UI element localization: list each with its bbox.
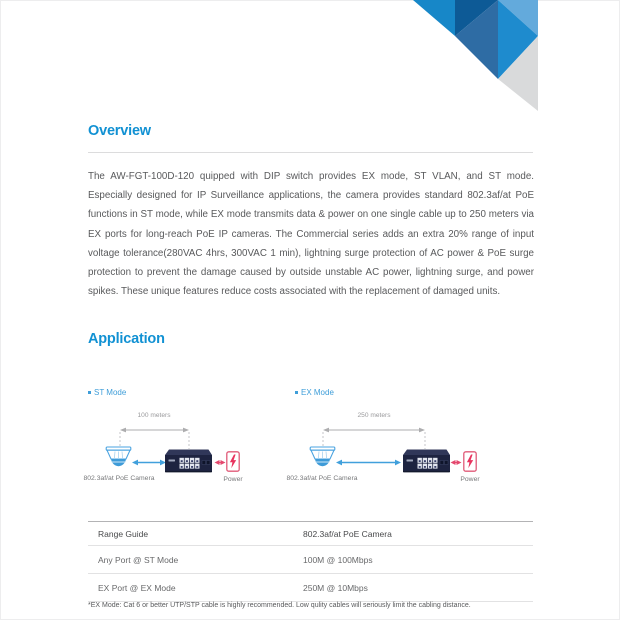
data-link-arrow [132,460,166,466]
ex-distance-label: 250 meters [357,412,391,419]
overview-divider [88,152,533,153]
poe-switch-icon [403,449,450,474]
table-header-camera: 802.3af/at PoE Camera [303,528,392,539]
table-row [88,546,533,574]
corner-triangles-decoration [410,0,545,112]
table-header-range-guide: Range Guide [98,528,149,539]
data-link-arrow [336,460,401,466]
st-distance-label: 100 meters [137,412,171,419]
table-cell-mode: EX Port @ EX Mode [98,582,176,593]
table-cell-range: 250M @ 10Mbps [303,582,368,593]
poe-switch-icon [165,449,212,474]
table-footnote: *EX Mode: Cat 6 or better UTP/STP cable is highly recommended. Low qulity cables will seriously limit the cabling distance. [88,602,471,609]
power-link-arrow [215,460,226,465]
dome-camera-icon [105,446,132,477]
ex-mode-label [295,388,334,397]
power-icon [226,451,240,472]
power-icon [463,451,477,472]
st-camera-label: 802.3af/at PoE Camera [83,475,155,482]
st-power-label: Power [223,476,243,483]
st-mode-diagram [83,388,248,490]
ex-mode-label-text: EX Mode [301,388,334,397]
overview-title: Overview [88,123,151,139]
power-link-arrow [451,460,462,465]
st-mode-label-text: ST Mode [94,388,127,397]
overview-paragraph: The AW-FGT-100D-120 quipped with DIP switch provides EX mode, ST VLAN, and ST mode. Especially designed for IP Surveillance applications, the camera provides standard 802.3af/at PoE functions in ST mode, while EX mode transmits data & power on one single cable up to 250 meters via EX ports for long-reach PoE IP cameras. The Commercial series adds an extra 20% range of input voltage tolerance(280VAC 4hrs, 300VAC 1 min), lightning surge protection of AC power & PoE surge protection to prevent the damage caused by outside unstable AC power, lightning surge, and power spikes. These unique features reduce costs associated with the replacement of damaged units. [88,171,534,298]
ex-power-label: Power [460,476,480,483]
ex-mode-diagram [286,388,480,490]
application-title: Application [88,331,165,347]
st-mode-label [88,388,126,397]
table-header-row [88,521,533,546]
table-row [88,574,533,602]
dome-camera-icon [309,446,336,477]
table-cell-range: 100M @ 100Mbps [303,554,373,565]
distance-arrow [323,428,425,449]
bullet-icon [88,391,91,394]
ex-camera-label: 802.3af/at PoE Camera [286,475,358,482]
range-guide-table [88,521,533,602]
bullet-icon [295,391,298,394]
table-cell-mode: Any Port @ ST Mode [98,554,179,565]
